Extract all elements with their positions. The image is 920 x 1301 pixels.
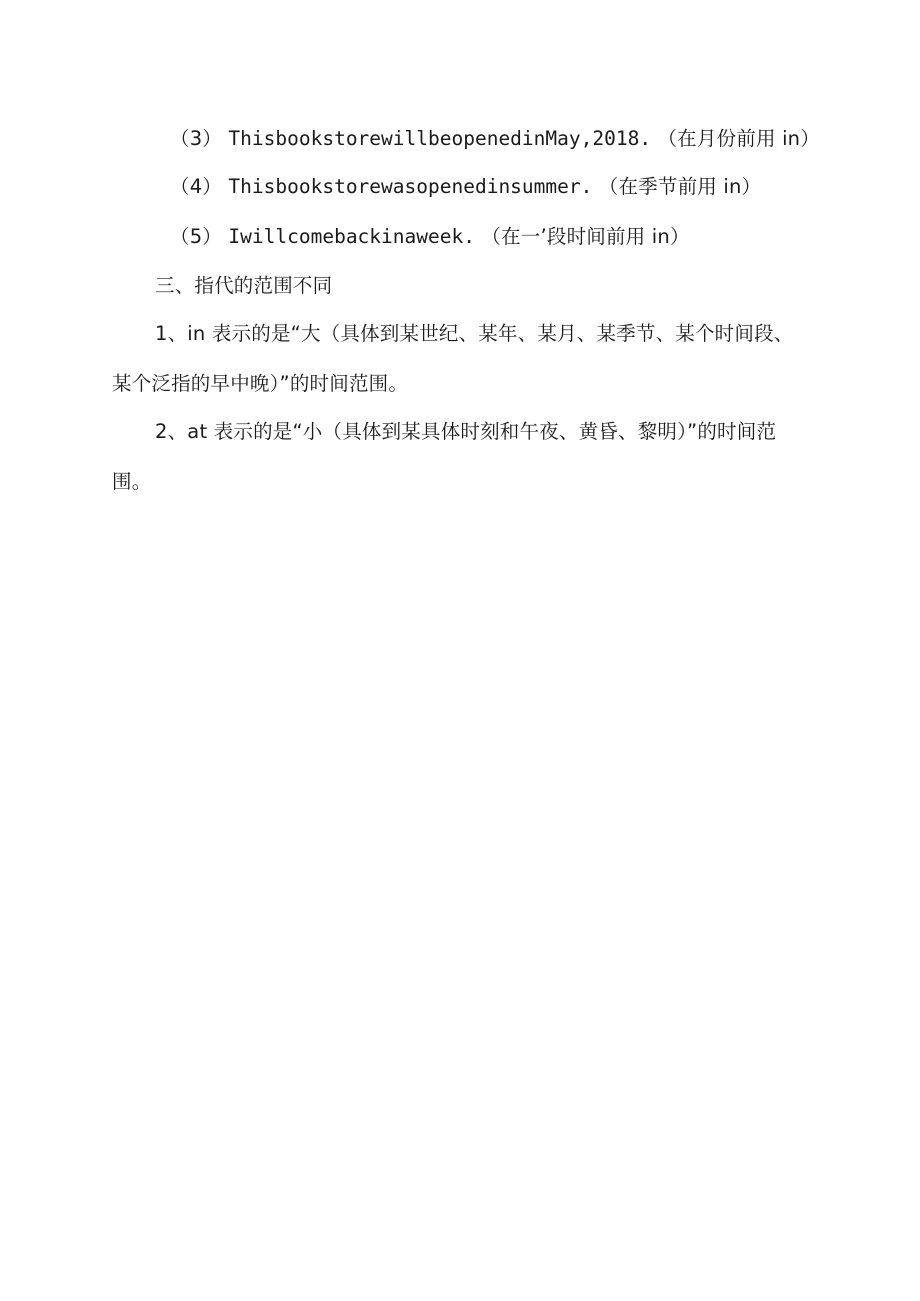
point-2-line-1: 2、at 表示的是“小（具体到某具体时刻和午夜、黄昏、黎明）”的时间范: [155, 420, 777, 443]
example-number: （4）: [170, 175, 223, 198]
example-sentence: ThisbookstorewillbeopenedinMay,2018.: [228, 127, 652, 150]
example-sentence: Iwillcomebackinaweek.: [228, 225, 475, 248]
example-5: [170, 225, 690, 249]
point-1-line-1: 1、in 表示的是“大（具体到某世纪、某年、某月、某季节、某个时间段、: [155, 322, 794, 345]
example-note: （在一’段时间前用 in）: [481, 225, 690, 248]
example-number: （5）: [170, 225, 223, 248]
example-sentence: Thisbookstorewasopenedinsummer.: [228, 175, 593, 198]
point-2-line-2: 围。: [112, 470, 152, 493]
example-note: （在季节前用 in）: [598, 175, 762, 198]
example-3: [170, 127, 820, 151]
example-number: （3）: [170, 127, 223, 150]
example-4: [170, 175, 761, 199]
example-note: （在月份前用 in）: [657, 127, 820, 150]
section-heading: 三、指代的范围不同: [155, 274, 333, 297]
point-1-line-2: 某个泛指的早中晚）”的时间范围。: [112, 372, 409, 395]
